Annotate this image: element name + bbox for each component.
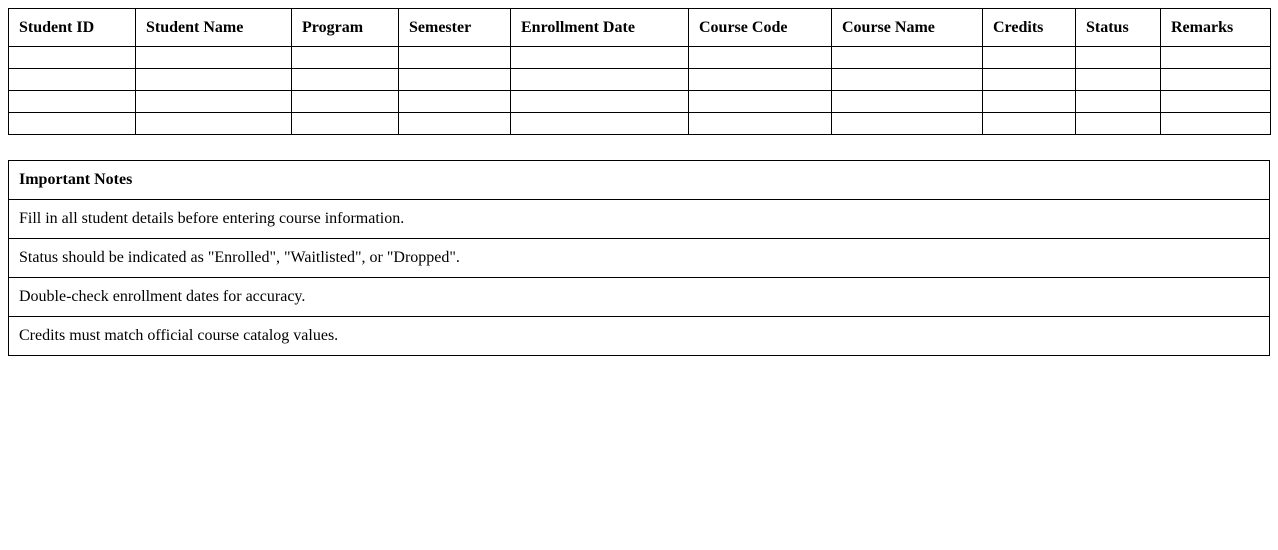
note-row (9, 239, 1270, 278)
empty-cell (689, 91, 832, 113)
column-header-student-id: Student ID (9, 9, 136, 47)
empty-cell (511, 47, 689, 69)
column-header-program: Program (292, 9, 399, 47)
empty-cell (399, 91, 511, 113)
empty-cell (511, 113, 689, 135)
empty-row (9, 91, 1271, 113)
empty-cell (832, 113, 983, 135)
note-row (9, 317, 1270, 356)
empty-cell (1076, 113, 1161, 135)
empty-cell (136, 47, 292, 69)
empty-cell (292, 69, 399, 91)
empty-cell (689, 69, 832, 91)
empty-cell (1161, 113, 1271, 135)
empty-cell (1161, 69, 1271, 91)
column-header-semester: Semester (399, 9, 511, 47)
empty-row (9, 113, 1271, 135)
column-header-remarks: Remarks (1161, 9, 1271, 47)
column-header-student-name: Student Name (136, 9, 292, 47)
empty-cell (292, 47, 399, 69)
enrollment-table (8, 8, 1271, 135)
empty-cell (983, 69, 1076, 91)
empty-cell (1076, 91, 1161, 113)
empty-cell (136, 113, 292, 135)
empty-cell (983, 113, 1076, 135)
empty-cell (399, 69, 511, 91)
empty-cell (832, 47, 983, 69)
empty-cell (689, 113, 832, 135)
empty-cell (511, 69, 689, 91)
empty-cell (1161, 91, 1271, 113)
empty-cell (983, 91, 1076, 113)
enrollment-header-row (9, 9, 1271, 47)
empty-cell (9, 91, 136, 113)
empty-cell (1076, 69, 1161, 91)
notes-header-row (9, 161, 1270, 200)
notes-header: Important Notes (9, 161, 1270, 200)
note-item: Double-check enrollment dates for accuracy. (9, 278, 1270, 317)
note-row (9, 200, 1270, 239)
column-header-status: Status (1076, 9, 1161, 47)
empty-cell (292, 113, 399, 135)
empty-cell (832, 69, 983, 91)
empty-cell (136, 91, 292, 113)
empty-cell (136, 69, 292, 91)
empty-row (9, 47, 1271, 69)
empty-cell (832, 91, 983, 113)
empty-row (9, 69, 1271, 91)
note-item: Credits must match official course catalog values. (9, 317, 1270, 356)
note-row (9, 278, 1270, 317)
empty-cell (511, 91, 689, 113)
empty-cell (9, 69, 136, 91)
column-header-course-code: Course Code (689, 9, 832, 47)
empty-cell (689, 47, 832, 69)
empty-cell (292, 91, 399, 113)
empty-cell (399, 47, 511, 69)
empty-cell (399, 113, 511, 135)
note-item: Fill in all student details before entering course information. (9, 200, 1270, 239)
empty-cell (9, 113, 136, 135)
column-header-credits: Credits (983, 9, 1076, 47)
note-item: Status should be indicated as "Enrolled", "Waitlisted", or "Dropped". (9, 239, 1270, 278)
important-notes-table (8, 160, 1270, 356)
empty-cell (1076, 47, 1161, 69)
empty-cell (9, 47, 136, 69)
column-header-enrollment-date: Enrollment Date (511, 9, 689, 47)
empty-cell (1161, 47, 1271, 69)
column-header-course-name: Course Name (832, 9, 983, 47)
empty-cell (983, 47, 1076, 69)
